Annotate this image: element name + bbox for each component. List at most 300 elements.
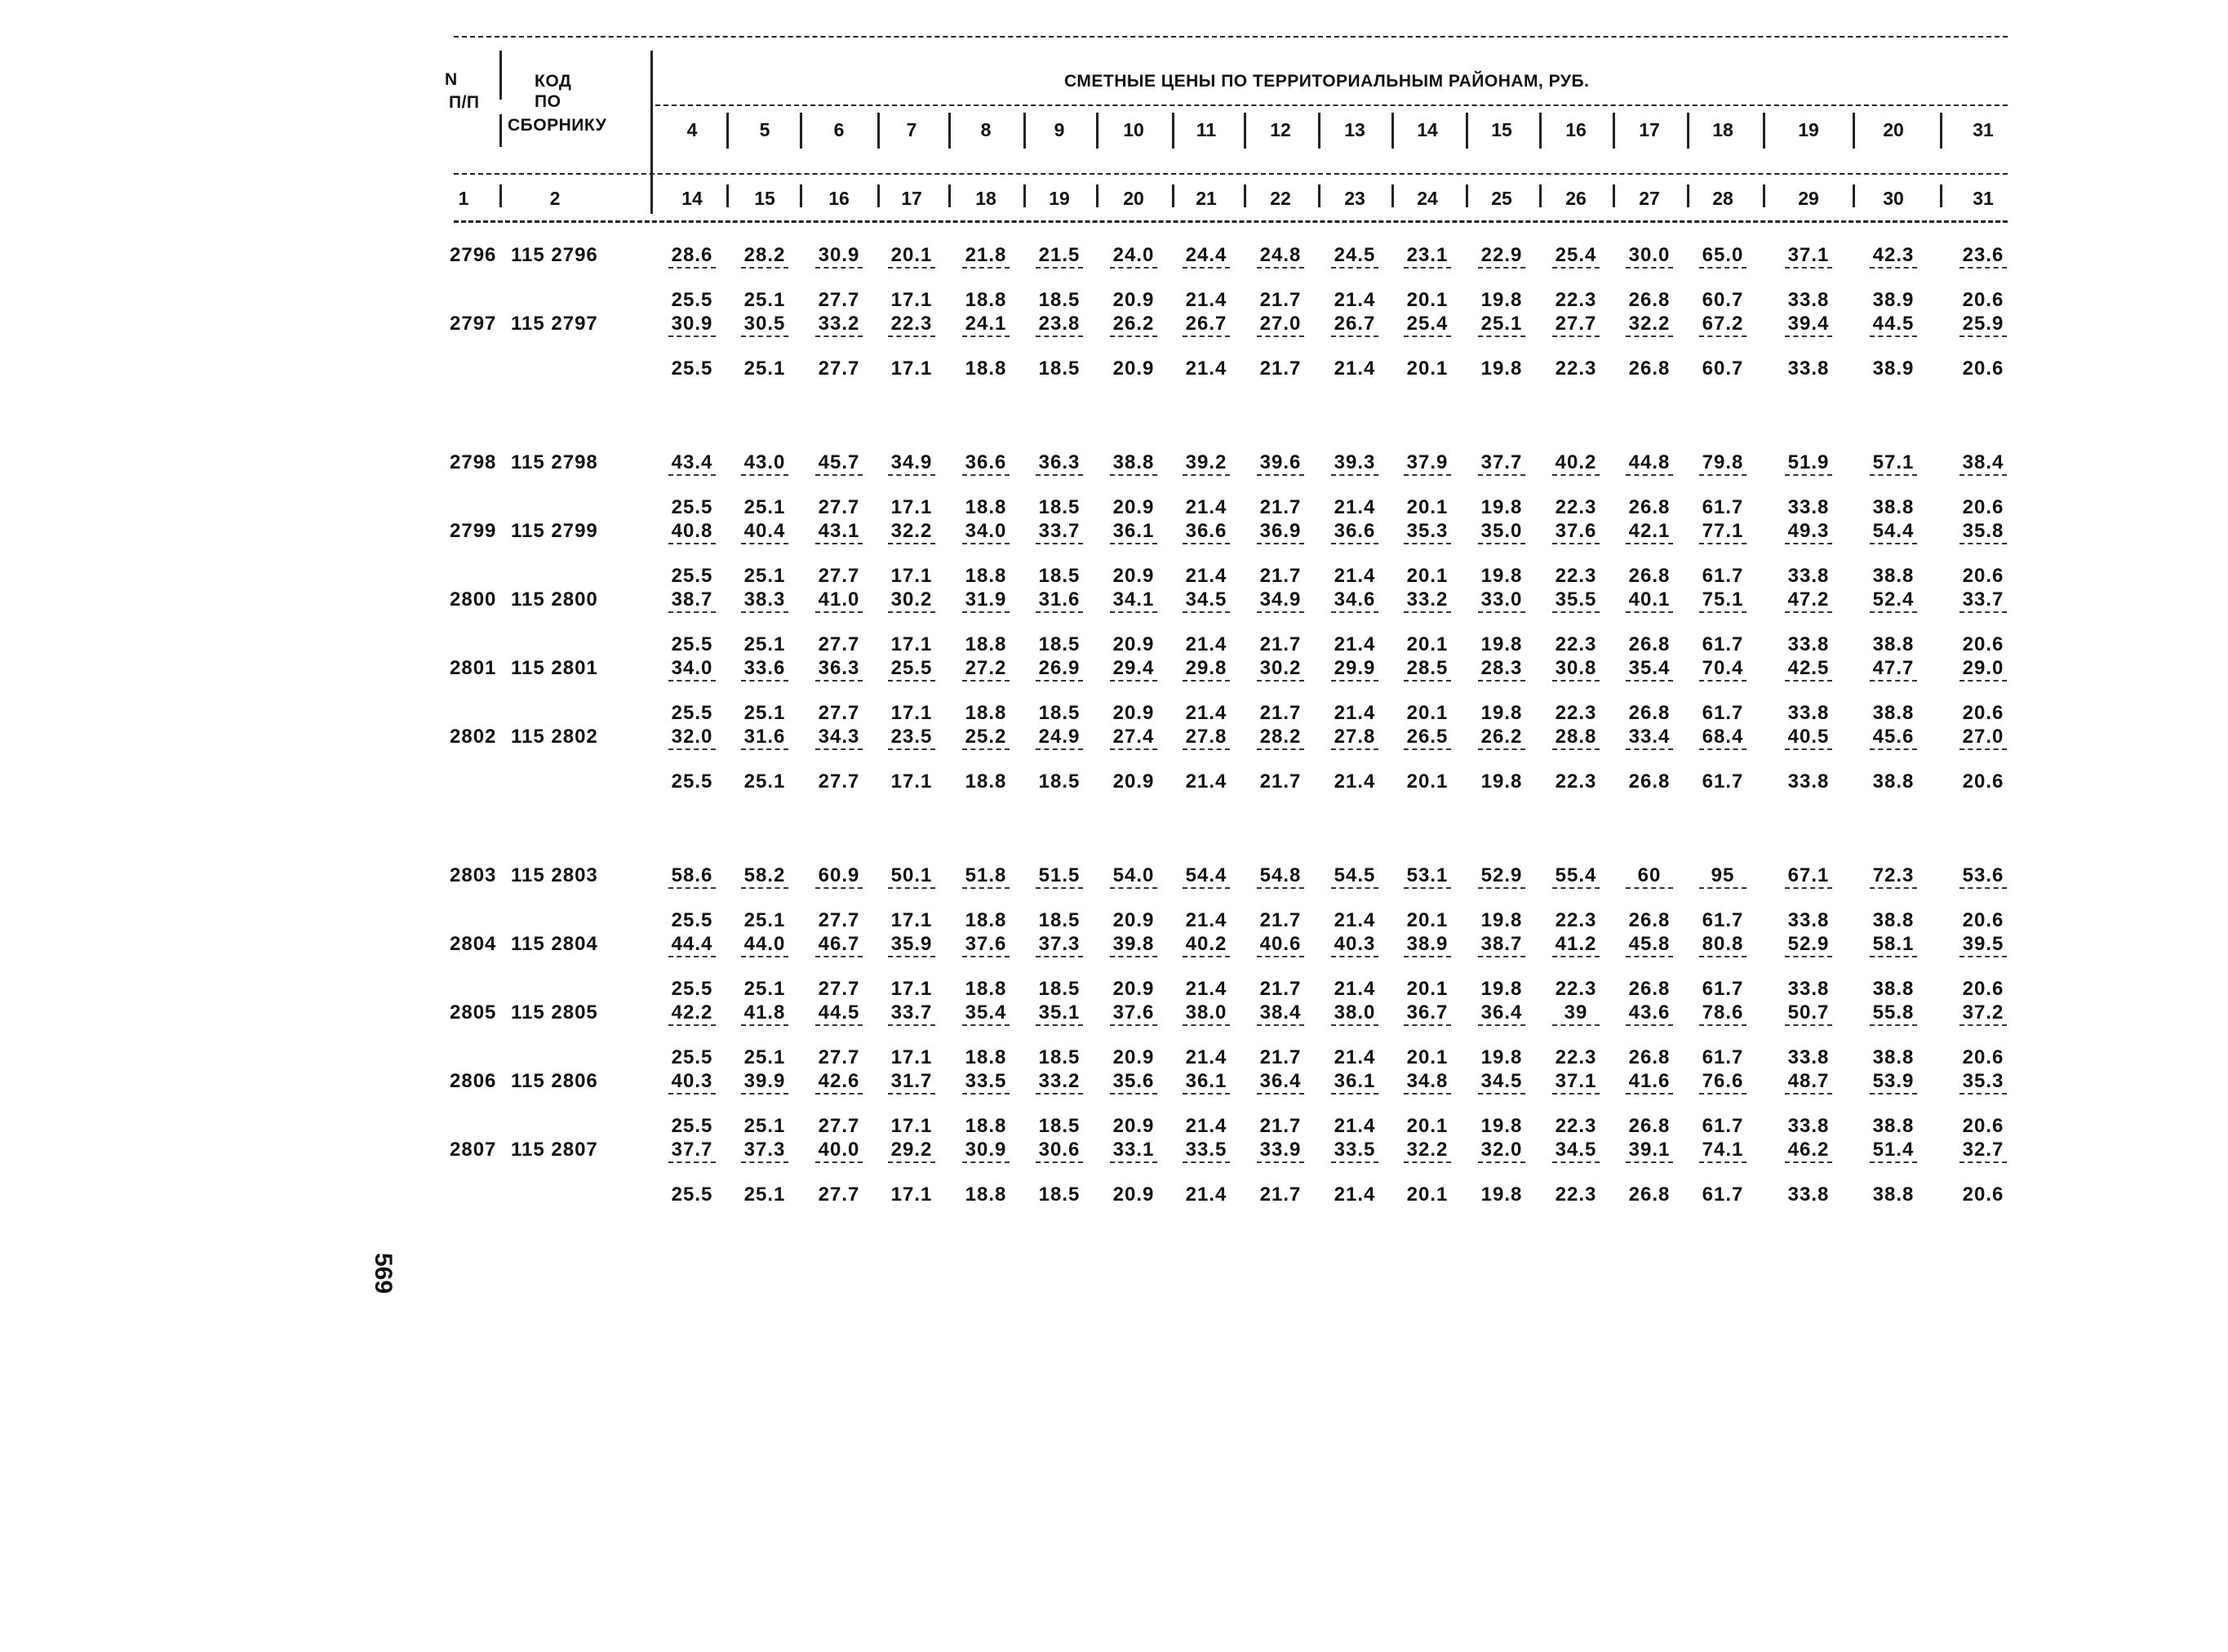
base-value: 38.8 bbox=[1872, 496, 1915, 518]
fraction-bar bbox=[815, 1093, 863, 1095]
separator bbox=[499, 114, 502, 147]
fraction-bar bbox=[1257, 474, 1304, 476]
base-value: 61.7 bbox=[1702, 702, 1744, 724]
price-value: 76.6 bbox=[1702, 1070, 1744, 1092]
base-value: 17.1 bbox=[890, 496, 933, 518]
base-value: 20.1 bbox=[1406, 1115, 1449, 1137]
price-value: 51.9 bbox=[1787, 451, 1830, 473]
fraction-bar bbox=[1110, 956, 1157, 957]
base-value: 38.8 bbox=[1872, 702, 1915, 724]
fraction-bar bbox=[1183, 474, 1230, 476]
price-value: 29.4 bbox=[1112, 657, 1155, 679]
base-value: 33.8 bbox=[1787, 909, 1830, 931]
district-number: 16 bbox=[1565, 119, 1587, 140]
base-value: 20.1 bbox=[1406, 909, 1449, 931]
fraction-bar bbox=[1785, 267, 1832, 269]
price-value: 67.1 bbox=[1787, 864, 1830, 886]
separator bbox=[499, 184, 502, 207]
base-value: 27.7 bbox=[818, 633, 860, 655]
separator bbox=[1318, 184, 1320, 207]
price-value: 32.0 bbox=[671, 726, 713, 748]
separator bbox=[1096, 184, 1098, 207]
row-code: 115 2806 bbox=[511, 1070, 598, 1092]
district-number: 15 bbox=[1491, 119, 1512, 140]
price-value: 37.3 bbox=[1038, 933, 1081, 955]
base-value: 25.5 bbox=[671, 496, 713, 518]
fraction-bar bbox=[1870, 887, 1917, 889]
fraction-bar bbox=[1404, 1161, 1451, 1163]
price-value: 43.4 bbox=[671, 451, 713, 473]
column-number: 18 bbox=[975, 188, 996, 209]
separator bbox=[1023, 113, 1026, 149]
district-number: 20 bbox=[1883, 119, 1904, 140]
fraction-bar bbox=[1870, 956, 1917, 957]
base-value: 26.8 bbox=[1628, 565, 1671, 587]
price-value: 45.6 bbox=[1872, 726, 1915, 748]
district-number: 18 bbox=[1712, 119, 1733, 140]
base-value: 21.4 bbox=[1185, 496, 1227, 518]
base-value: 33.8 bbox=[1787, 770, 1830, 793]
price-value: 28.2 bbox=[1259, 726, 1302, 748]
price-value: 46.7 bbox=[818, 933, 860, 955]
fraction-bar bbox=[1331, 956, 1378, 957]
price-value: 27.7 bbox=[1555, 313, 1597, 335]
separator bbox=[1613, 184, 1615, 207]
base-value: 21.4 bbox=[1334, 357, 1376, 380]
base-value: 20.9 bbox=[1112, 633, 1155, 655]
price-value: 39.3 bbox=[1334, 451, 1376, 473]
separator bbox=[650, 51, 653, 214]
base-value: 33.8 bbox=[1787, 978, 1830, 1000]
base-value: 21.7 bbox=[1259, 496, 1302, 518]
price-value: 34.5 bbox=[1555, 1139, 1597, 1161]
fraction-bar bbox=[1959, 956, 2007, 957]
price-value: 21.8 bbox=[965, 244, 1007, 266]
price-value: 41.2 bbox=[1555, 933, 1597, 955]
price-value: 33.5 bbox=[965, 1070, 1007, 1092]
code-label-1: КОД bbox=[535, 72, 572, 91]
top-rule bbox=[454, 36, 2008, 38]
price-value: 37.6 bbox=[1555, 520, 1597, 542]
price-value: 75.1 bbox=[1702, 588, 1744, 611]
price-value: 32.7 bbox=[1962, 1139, 2004, 1161]
price-value: 38.0 bbox=[1334, 1001, 1376, 1024]
base-value: 17.1 bbox=[890, 1046, 933, 1068]
base-value: 26.8 bbox=[1628, 702, 1671, 724]
price-value: 25.5 bbox=[890, 657, 933, 679]
price-value: 51.5 bbox=[1038, 864, 1081, 886]
base-value: 21.4 bbox=[1334, 1183, 1376, 1206]
base-value: 17.1 bbox=[890, 702, 933, 724]
fraction-bar bbox=[1036, 748, 1083, 750]
base-value: 25.5 bbox=[671, 702, 713, 724]
fraction-bar bbox=[1870, 680, 1917, 682]
fraction-bar bbox=[1331, 887, 1378, 889]
price-value: 80.8 bbox=[1702, 933, 1744, 955]
base-value: 33.8 bbox=[1787, 496, 1830, 518]
fraction-bar bbox=[1959, 887, 2007, 889]
base-value: 22.3 bbox=[1555, 1115, 1597, 1137]
column-number: 19 bbox=[1049, 188, 1070, 209]
base-value: 17.1 bbox=[890, 770, 933, 793]
base-value: 26.8 bbox=[1628, 1115, 1671, 1137]
fraction-bar bbox=[815, 887, 863, 889]
base-value: 27.7 bbox=[818, 565, 860, 587]
base-value: 21.7 bbox=[1259, 978, 1302, 1000]
fraction-bar bbox=[1959, 543, 2007, 544]
fraction-bar bbox=[1870, 267, 1917, 269]
base-value: 26.8 bbox=[1628, 633, 1671, 655]
price-value: 29.8 bbox=[1185, 657, 1227, 679]
separator bbox=[1763, 113, 1765, 149]
fraction-bar bbox=[1110, 474, 1157, 476]
base-value: 20.1 bbox=[1406, 1046, 1449, 1068]
row-number: 2799 bbox=[450, 520, 497, 542]
base-value: 19.8 bbox=[1480, 909, 1523, 931]
price-value: 32.2 bbox=[1406, 1139, 1449, 1161]
base-value: 22.3 bbox=[1555, 1046, 1597, 1068]
base-value: 18.5 bbox=[1038, 909, 1081, 931]
base-value: 33.8 bbox=[1787, 289, 1830, 311]
price-value: 27.2 bbox=[965, 657, 1007, 679]
price-value: 29.0 bbox=[1962, 657, 2004, 679]
price-value: 26.7 bbox=[1185, 313, 1227, 335]
price-value: 52.4 bbox=[1872, 588, 1915, 611]
base-value: 18.8 bbox=[965, 496, 1007, 518]
district-number: 7 bbox=[906, 119, 917, 140]
row-number: 2796 bbox=[450, 244, 497, 266]
fraction-bar bbox=[888, 680, 935, 682]
price-value: 33.7 bbox=[1038, 520, 1081, 542]
base-value: 27.7 bbox=[818, 1046, 860, 1068]
base-value: 26.8 bbox=[1628, 1183, 1671, 1206]
separator bbox=[948, 184, 951, 207]
base-value: 21.4 bbox=[1334, 289, 1376, 311]
fraction-bar bbox=[1699, 267, 1746, 269]
fraction-bar bbox=[668, 748, 716, 750]
base-value: 18.5 bbox=[1038, 496, 1081, 518]
fraction-bar bbox=[888, 543, 935, 544]
base-value: 21.4 bbox=[1185, 1183, 1227, 1206]
fraction-bar bbox=[1331, 748, 1378, 750]
price-value: 26.7 bbox=[1334, 313, 1376, 335]
row-number: 2800 bbox=[450, 588, 497, 611]
separator bbox=[1763, 184, 1765, 207]
price-value: 34.5 bbox=[1185, 588, 1227, 611]
price-value: 39.2 bbox=[1185, 451, 1227, 473]
base-value: 61.7 bbox=[1702, 633, 1744, 655]
district-number: 6 bbox=[833, 119, 845, 140]
price-value: 20.1 bbox=[890, 244, 933, 266]
base-value: 21.7 bbox=[1259, 289, 1302, 311]
price-value: 27.0 bbox=[1962, 726, 2004, 748]
base-value: 19.8 bbox=[1480, 496, 1523, 518]
fraction-bar bbox=[1404, 1093, 1451, 1095]
base-value: 20.1 bbox=[1406, 496, 1449, 518]
price-value: 30.0 bbox=[1628, 244, 1671, 266]
price-value: 40.6 bbox=[1259, 933, 1302, 955]
price-value: 30.6 bbox=[1038, 1139, 1081, 1161]
price-value: 30.8 bbox=[1555, 657, 1597, 679]
base-value: 20.1 bbox=[1406, 1183, 1449, 1206]
fraction-bar bbox=[1257, 956, 1304, 957]
base-value: 20.1 bbox=[1406, 770, 1449, 793]
price-value: 28.3 bbox=[1480, 657, 1523, 679]
base-value: 22.3 bbox=[1555, 289, 1597, 311]
fraction-bar bbox=[1626, 267, 1673, 269]
base-value: 33.8 bbox=[1787, 1183, 1830, 1206]
fraction-bar bbox=[1183, 611, 1230, 613]
base-value: 20.9 bbox=[1112, 1183, 1155, 1206]
price-value: 34.9 bbox=[890, 451, 933, 473]
district-number: 8 bbox=[980, 119, 992, 140]
fraction-bar bbox=[962, 267, 1010, 269]
fraction-bar bbox=[1552, 611, 1600, 613]
price-value: 37.1 bbox=[1555, 1070, 1597, 1092]
price-value: 37.3 bbox=[743, 1139, 786, 1161]
fraction-bar bbox=[1110, 611, 1157, 613]
fraction-bar bbox=[1959, 680, 2007, 682]
fraction-bar bbox=[962, 748, 1010, 750]
price-value: 33.9 bbox=[1259, 1139, 1302, 1161]
fraction-bar bbox=[1870, 1024, 1917, 1026]
price-value: 40.4 bbox=[743, 520, 786, 542]
price-value: 35.4 bbox=[965, 1001, 1007, 1024]
row-code: 115 2796 bbox=[511, 244, 598, 266]
price-value: 38.9 bbox=[1406, 933, 1449, 955]
price-value: 35.1 bbox=[1038, 1001, 1081, 1024]
base-value: 25.1 bbox=[743, 702, 786, 724]
fraction-bar bbox=[815, 680, 863, 682]
price-value: 42.3 bbox=[1872, 244, 1915, 266]
row-number: 2806 bbox=[450, 1070, 497, 1092]
price-value: 33.4 bbox=[1628, 726, 1671, 748]
fraction-bar bbox=[741, 543, 788, 544]
price-value: 34.6 bbox=[1334, 588, 1376, 611]
base-value: 21.4 bbox=[1185, 909, 1227, 931]
fraction-bar bbox=[1699, 748, 1746, 750]
fraction-bar bbox=[1870, 335, 1917, 337]
column-number: 15 bbox=[754, 188, 775, 209]
price-value: 25.1 bbox=[1480, 313, 1523, 335]
fraction-bar bbox=[962, 474, 1010, 476]
base-value: 20.1 bbox=[1406, 702, 1449, 724]
fraction-bar bbox=[1785, 956, 1832, 957]
base-value: 19.8 bbox=[1480, 770, 1523, 793]
price-value: 78.6 bbox=[1702, 1001, 1744, 1024]
fraction-bar bbox=[1257, 1093, 1304, 1095]
price-value: 53.1 bbox=[1406, 864, 1449, 886]
price-value: 30.2 bbox=[890, 588, 933, 611]
price-value: 48.7 bbox=[1787, 1070, 1830, 1092]
separator bbox=[800, 184, 802, 207]
fraction-bar bbox=[668, 680, 716, 682]
price-value: 42.2 bbox=[671, 1001, 713, 1024]
base-value: 38.8 bbox=[1872, 1115, 1915, 1137]
fraction-bar bbox=[1626, 680, 1673, 682]
fraction-bar bbox=[741, 887, 788, 889]
base-value: 20.6 bbox=[1962, 633, 2004, 655]
base-value: 20.9 bbox=[1112, 1046, 1155, 1068]
price-value: 43.6 bbox=[1628, 1001, 1671, 1024]
fraction-bar bbox=[1478, 611, 1525, 613]
fraction-bar bbox=[1404, 887, 1451, 889]
fraction-bar bbox=[1785, 335, 1832, 337]
row-code: 115 2804 bbox=[511, 933, 598, 955]
price-value: 35.5 bbox=[1555, 588, 1597, 611]
fraction-bar bbox=[962, 680, 1010, 682]
price-value: 36.4 bbox=[1259, 1070, 1302, 1092]
fraction-bar bbox=[1870, 1161, 1917, 1163]
base-value: 27.7 bbox=[818, 978, 860, 1000]
price-value: 70.4 bbox=[1702, 657, 1744, 679]
fraction-bar bbox=[1183, 1093, 1230, 1095]
base-value: 25.1 bbox=[743, 978, 786, 1000]
fraction-bar bbox=[1183, 543, 1230, 544]
price-value: 44.5 bbox=[818, 1001, 860, 1024]
price-value: 28.2 bbox=[743, 244, 786, 266]
column-number: 1 bbox=[458, 188, 469, 209]
base-value: 21.4 bbox=[1185, 633, 1227, 655]
base-value: 25.5 bbox=[671, 978, 713, 1000]
price-value: 51.8 bbox=[965, 864, 1007, 886]
fraction-bar bbox=[1478, 543, 1525, 544]
base-value: 21.4 bbox=[1334, 770, 1376, 793]
price-value: 26.9 bbox=[1038, 657, 1081, 679]
separator bbox=[948, 113, 951, 149]
price-value: 39.8 bbox=[1112, 933, 1155, 955]
row-code: 115 2803 bbox=[511, 864, 598, 886]
price-value: 40.3 bbox=[1334, 933, 1376, 955]
price-value: 53.6 bbox=[1962, 864, 2004, 886]
fraction-bar bbox=[962, 887, 1010, 889]
fraction-bar bbox=[1959, 1161, 2007, 1163]
price-value: 74.1 bbox=[1702, 1139, 1744, 1161]
fraction-bar bbox=[815, 335, 863, 337]
price-value: 45.7 bbox=[818, 451, 860, 473]
base-value: 25.1 bbox=[743, 565, 786, 587]
district-number: 10 bbox=[1123, 119, 1144, 140]
fraction-bar bbox=[1552, 1093, 1600, 1095]
base-value: 25.1 bbox=[743, 1183, 786, 1206]
fraction-bar bbox=[1959, 1024, 2007, 1026]
price-value: 38.8 bbox=[1112, 451, 1155, 473]
fraction-bar bbox=[668, 335, 716, 337]
fraction-bar bbox=[1036, 1024, 1083, 1026]
fraction-bar bbox=[1183, 1024, 1230, 1026]
price-value: 35.9 bbox=[890, 933, 933, 955]
fraction-bar bbox=[1331, 1093, 1378, 1095]
price-value: 65.0 bbox=[1702, 244, 1744, 266]
price-value: 44.0 bbox=[743, 933, 786, 955]
base-value: 60.7 bbox=[1702, 289, 1744, 311]
row-number: 2802 bbox=[450, 726, 497, 748]
price-value: 60 bbox=[1637, 864, 1662, 886]
base-value: 21.4 bbox=[1334, 1046, 1376, 1068]
fraction-bar bbox=[668, 611, 716, 613]
fraction-bar bbox=[668, 956, 716, 957]
separator bbox=[1244, 113, 1246, 149]
row-code: 115 2805 bbox=[511, 1001, 598, 1024]
base-value: 21.7 bbox=[1259, 357, 1302, 380]
fraction-bar bbox=[815, 748, 863, 750]
price-value: 77.1 bbox=[1702, 520, 1744, 542]
base-value: 21.4 bbox=[1334, 909, 1376, 931]
price-value: 24.8 bbox=[1259, 244, 1302, 266]
base-value: 20.6 bbox=[1962, 1183, 2004, 1206]
fraction-bar bbox=[888, 267, 935, 269]
base-value: 21.7 bbox=[1259, 1183, 1302, 1206]
base-value: 33.8 bbox=[1787, 1115, 1830, 1137]
base-value: 20.9 bbox=[1112, 909, 1155, 931]
base-value: 26.8 bbox=[1628, 770, 1671, 793]
base-value: 20.9 bbox=[1112, 357, 1155, 380]
fraction-bar bbox=[815, 474, 863, 476]
fraction-bar bbox=[1110, 748, 1157, 750]
base-value: 19.8 bbox=[1480, 1046, 1523, 1068]
price-value: 44.5 bbox=[1872, 313, 1915, 335]
price-value: 30.9 bbox=[818, 244, 860, 266]
price-value: 24.4 bbox=[1185, 244, 1227, 266]
separator bbox=[1539, 184, 1542, 207]
price-value: 37.9 bbox=[1406, 451, 1449, 473]
base-value: 27.7 bbox=[818, 289, 860, 311]
base-value: 20.1 bbox=[1406, 357, 1449, 380]
pp-label: П/П bbox=[449, 93, 480, 112]
price-value: 39 bbox=[1564, 1001, 1588, 1024]
price-value: 54.4 bbox=[1872, 520, 1915, 542]
fraction-bar bbox=[1959, 335, 2007, 337]
price-value: 22.9 bbox=[1480, 244, 1523, 266]
separator bbox=[1318, 113, 1320, 149]
fraction-bar bbox=[1959, 1093, 2007, 1095]
price-value: 35.3 bbox=[1962, 1070, 2004, 1092]
price-value: 39.6 bbox=[1259, 451, 1302, 473]
base-value: 18.8 bbox=[965, 770, 1007, 793]
price-value: 38.7 bbox=[671, 588, 713, 611]
fraction-bar bbox=[1870, 474, 1917, 476]
fraction-bar bbox=[1110, 1093, 1157, 1095]
fraction-bar bbox=[1478, 267, 1525, 269]
base-value: 20.6 bbox=[1962, 1115, 2004, 1137]
fraction-bar bbox=[1331, 1024, 1378, 1026]
column-number: 27 bbox=[1639, 188, 1660, 209]
fraction-bar bbox=[1110, 887, 1157, 889]
fraction-bar bbox=[1699, 474, 1746, 476]
price-value: 34.3 bbox=[818, 726, 860, 748]
fraction-bar bbox=[1478, 1161, 1525, 1163]
fraction-bar bbox=[962, 956, 1010, 957]
base-value: 18.5 bbox=[1038, 1046, 1081, 1068]
row-number: 2807 bbox=[450, 1139, 497, 1161]
price-value: 22.3 bbox=[890, 313, 933, 335]
fraction-bar bbox=[1331, 543, 1378, 544]
price-value: 24.0 bbox=[1112, 244, 1155, 266]
price-value: 55.8 bbox=[1872, 1001, 1915, 1024]
price-value: 51.4 bbox=[1872, 1139, 1915, 1161]
price-value: 27.8 bbox=[1185, 726, 1227, 748]
separator bbox=[1940, 184, 1942, 207]
base-value: 22.3 bbox=[1555, 978, 1597, 1000]
fraction-bar bbox=[1110, 680, 1157, 682]
base-value: 22.3 bbox=[1555, 565, 1597, 587]
price-value: 30.2 bbox=[1259, 657, 1302, 679]
prices-title: СМЕТНЫЕ ЦЕНЫ ПО ТЕРРИТОРИАЛЬНЫМ РАЙОНАМ, РУБ. bbox=[1064, 72, 1590, 91]
fraction-bar bbox=[741, 1093, 788, 1095]
base-value: 25.1 bbox=[743, 1115, 786, 1137]
fraction-bar bbox=[1785, 748, 1832, 750]
price-value: 36.6 bbox=[1185, 520, 1227, 542]
